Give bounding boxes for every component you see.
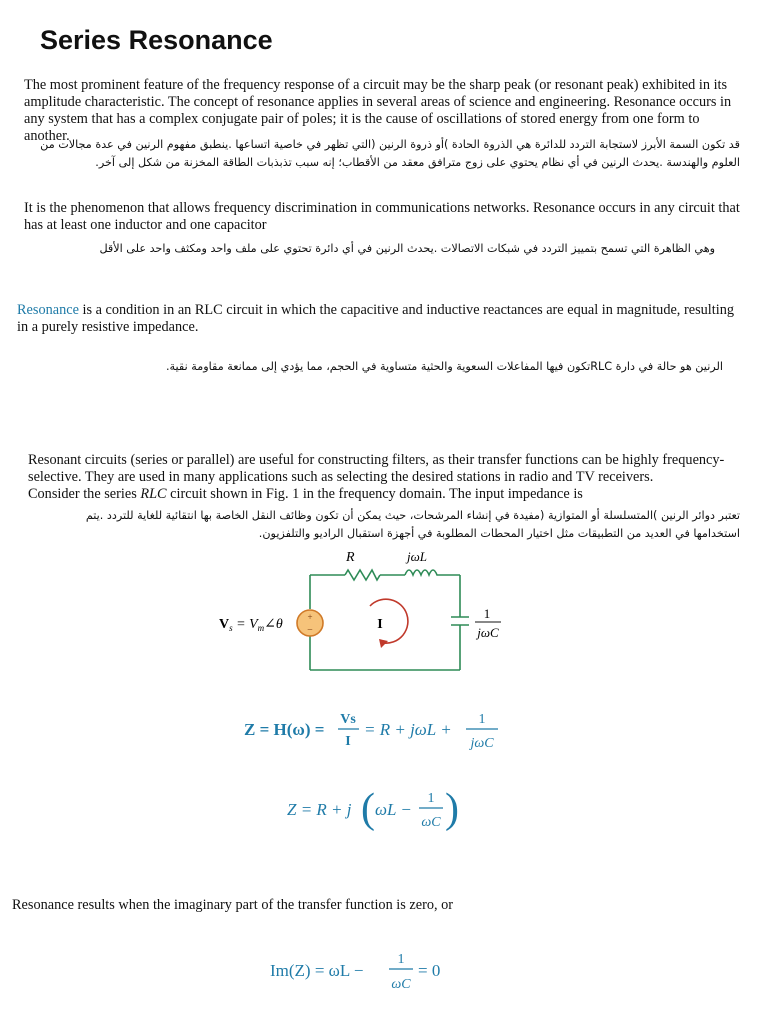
eq2-inner: ωL − <box>375 800 412 819</box>
resistor-label: R <box>346 550 355 565</box>
eq1-fraction-denominator: I <box>345 734 351 749</box>
intro-paragraph-arabic: قد تكون السمة الأبرز لاستجابة التردد للدائرة هي الذروة الحادة )أو ذروة الرنين (التي تظهر في خاصية اتساعها .ينطبق مفهوم الرنين في عدة مجالات من العلوم والهندسة .يحدث الرنين في أي نظام يحتوي على زوج مترافق معقد من الأقطاب؛ إنه سبب تذبذبات الطاقة المخزنة من شكل إلى آخر. <box>40 138 740 169</box>
phenomenon-paragraph: It is the phenomenon that allows frequency discrimination in communications networks. Resonance occurs in any circuit that has at least one inductor and one capacitor <box>24 200 740 233</box>
phenomenon-paragraph-arabic: وهي الظاهرة التي تسمح بتمييز التردد في شبكات الاتصالات .يحدث الرنين في أي دائرة تحتوي على ملف واحد ومكثف واحد على الأقل <box>99 242 715 255</box>
resonance-link[interactable]: Resonance <box>17 302 79 318</box>
eq1-fraction-numerator: Vs <box>340 712 356 727</box>
consider-series-line <box>28 486 740 503</box>
impedance-equation-2 <box>285 785 465 835</box>
capacitor-symbol <box>451 617 469 625</box>
eq1-lhs: Z = H(ω) = <box>244 720 325 739</box>
consider-text: Consider the series <box>28 486 141 502</box>
eq3-rhs: = 0 <box>418 961 441 980</box>
eq1-middle: = R + jωL + <box>364 720 452 739</box>
eq3-fraction-denominator: ωC <box>391 977 411 992</box>
eq3-fraction-numerator: 1 <box>397 952 405 967</box>
circuit-wires <box>310 575 460 670</box>
eq1-fraction2-numerator: 1 <box>478 712 486 727</box>
resonance-condition-text: Resonance results when the imaginary part of the transfer function is zero, or <box>12 897 454 913</box>
resonant-circuits-arabic: تعتبر دوائر الرنين )المتسلسلة أو المتوازية (مفيدة في إنشاء المرشحات، حيث يمكن أن تكون وظائف النقل الخاصة بها انتقائية للغاية للتردد .يتم استخدامها في العديد من التطبيقات مثل اختيار المحطات المطلوبة في أجهزة استقبال الراديو والتلفزيون. <box>85 509 740 540</box>
eq1-fraction2-denominator: jωC <box>470 736 494 751</box>
resonance-definition-arabic: الرنين هو حالة في دارة RLCتكون فيها المفاعلات السعوية والحثية متساوية في الحجم، مما يؤدي إلى ممانعة مقاومة نقية. <box>165 360 723 373</box>
inductor-label: jωL <box>407 549 428 564</box>
capacitor-label-denominator: jωC <box>477 625 499 640</box>
minus-sign: − <box>307 625 313 636</box>
plus-sign: + <box>307 612 313 622</box>
resonance-condition-equation <box>268 945 468 997</box>
resonance-definition <box>17 302 747 336</box>
eq2-lhs: Z = R + j <box>287 800 352 819</box>
eq2-close-paren: ) <box>445 786 459 832</box>
resonance-definition-text: is a condition in an RLC circuit in which the capacitive and inductive reactances are equal in magnitude, resulting in a purely resistive impedance. <box>17 302 734 335</box>
rlc-term: RLC <box>140 486 167 502</box>
resistor-symbol <box>345 570 380 580</box>
eq3-lhs: Im(Z) = ωL − <box>270 961 364 980</box>
page-title: Series Resonance <box>40 25 273 55</box>
impedance-equation-1 <box>240 705 510 755</box>
eq2-open-paren: ( <box>361 786 375 832</box>
inductor-symbol <box>405 570 440 575</box>
source-label: $V_s$ = $V_m\angle\theta$ <box>219 617 283 633</box>
intro-paragraph: The most prominent feature of the frequency response of a circuit may be the sharp peak (or resonant peak) exhibited in its amplitude characteristic. The concept of resonance applies in several areas of science and engineering. Resonance occurs in any system that has a complex conjugate pair of poles; it is the cause of oscillations of stored energy from one form to another. <box>24 77 732 144</box>
rlc-circuit-figure <box>215 545 515 705</box>
resonant-circuits-paragraph <box>28 452 740 503</box>
capacitor-label-numerator: 1 <box>483 606 491 621</box>
eq2-fraction-numerator: 1 <box>427 791 435 806</box>
current-loop-arrow <box>370 599 408 643</box>
eq2-fraction-denominator: ωC <box>421 815 441 830</box>
current-label: I <box>377 617 383 632</box>
resonant-circuits-text: Resonant circuits (series or parallel) are useful for constructing filters, as their transfer functions can be highly frequency-selective. They are used in many applications such as selecting the desired stations in radio and TV receivers. <box>28 452 725 485</box>
consider-text-rest: circuit shown in Fig. 1 in the frequency domain. The input impedance is <box>166 486 583 502</box>
